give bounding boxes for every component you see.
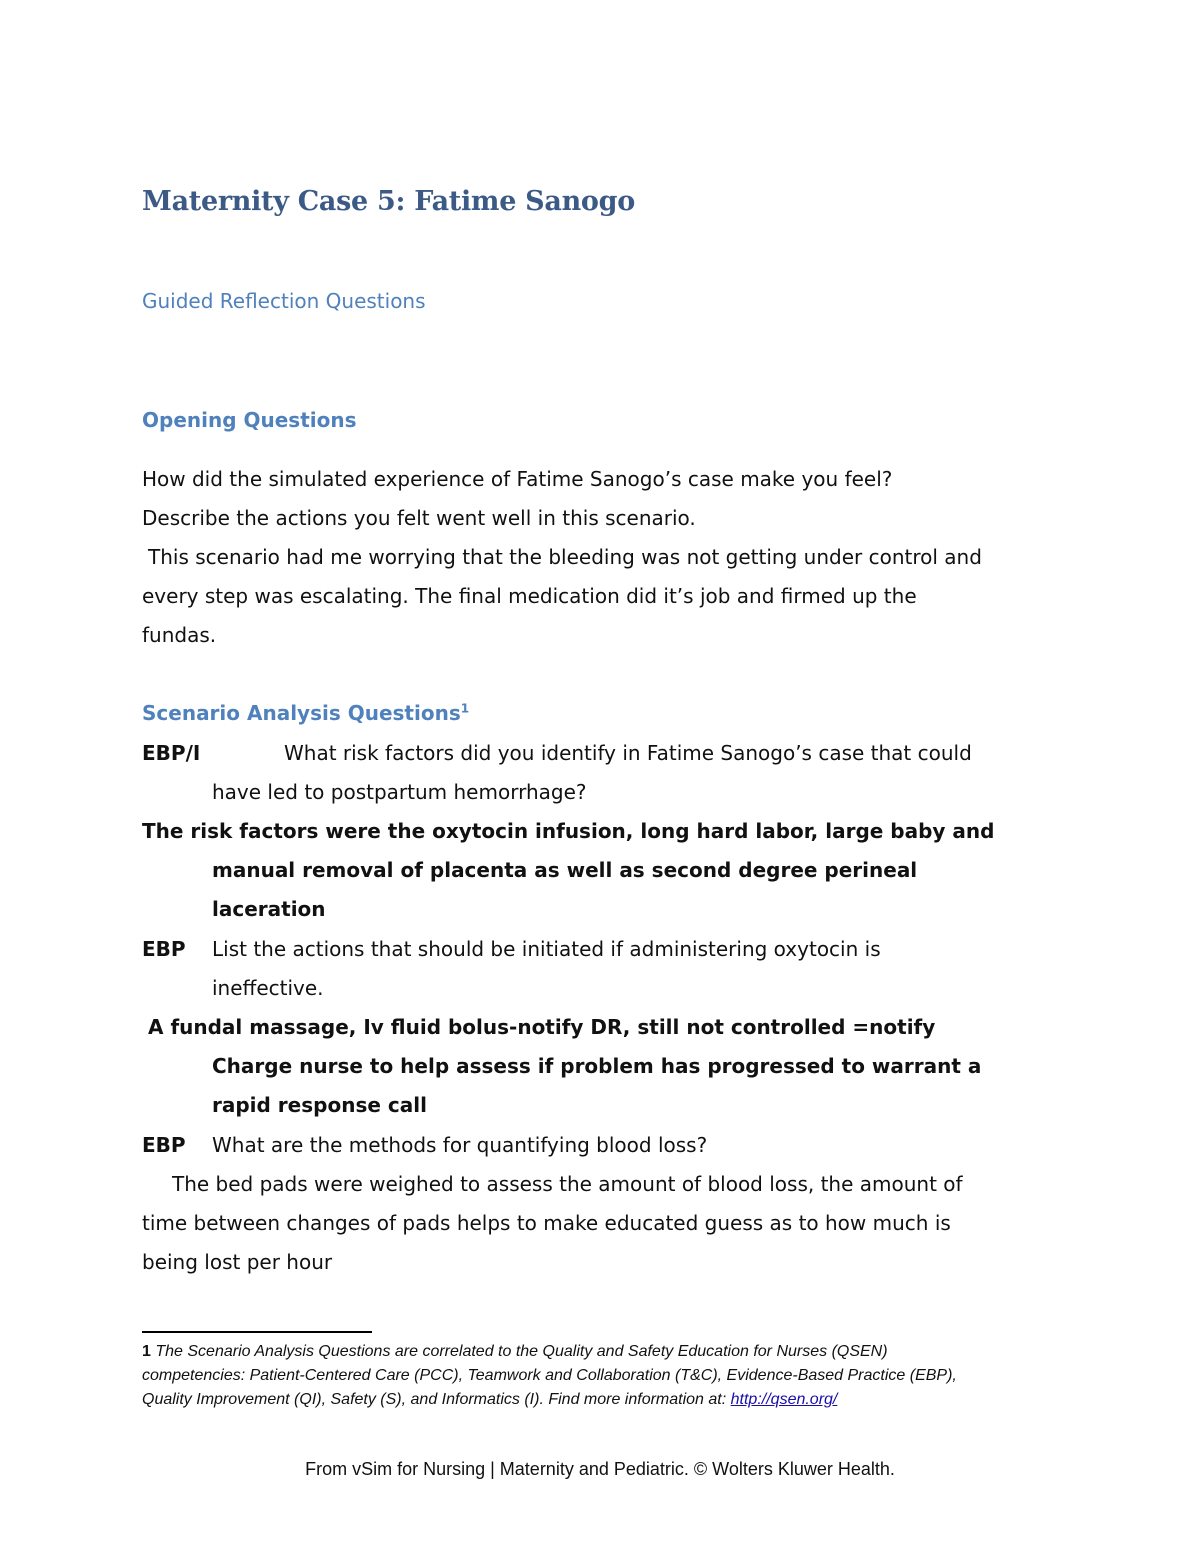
footnote-number: 1 [142,1343,151,1360]
footnote-reference: 1 [460,701,470,716]
footnote-separator [142,1331,372,1333]
footnote-text: The Scenario Analysis Questions are correlated to the Quality and Safety Education for Nurses (QSEN) [155,1343,888,1360]
answer-line: A fundal massage, Iv fluid bolus-notify DR, still not controlled =notify [148,1015,936,1039]
question-tag: EBP [142,1133,186,1157]
answer-line: rapid response call [212,1093,427,1117]
question-line: have led to postpartum hemorrhage? [212,780,587,804]
question-line: What are the methods for quantifying blood loss? [212,1133,708,1157]
question-line: What risk factors did you identify in Fatime Sanogo’s case that could [284,741,972,765]
footnote-line [142,1391,837,1409]
question-tag: EBP [142,937,186,961]
answer-line: time between changes of pads helps to make educated guess as to how much is [142,1211,951,1235]
answer-line: Charge nurse to help assess if problem has progressed to warrant a [212,1054,982,1078]
document-title: Maternity Case 5: Fatime Sanogo [142,186,635,217]
page-footer: From vSim for Nursing | Maternity and Pediatric. © Wolters Kluwer Health. [305,1459,895,1479]
question-line: ineffective. [212,976,324,1000]
opening-question-1: How did the simulated experience of Fatime Sanogo’s case make you feel? [142,467,893,491]
scenario-analysis-heading-text: Scenario Analysis Questions [142,701,461,725]
answer-line: The risk factors were the oxytocin infusion, long hard labor, large baby and [142,819,995,843]
answer-line: being lost per hour [142,1250,333,1274]
opening-answer-line: every step was escalating. The final medication did it’s job and firmed up the [142,584,917,608]
footnote-text: Quality Improvement (QI), Safety (S), and Informatics (I). Find more information at: [142,1391,731,1408]
answer-line: The bed pads were weighed to assess the amount of blood loss, the amount of [172,1172,963,1196]
question-tag: EBP/I [142,741,201,765]
opening-answer-line: This scenario had me worrying that the bleeding was not getting under control and [148,545,982,569]
footnote-line [142,1343,888,1361]
qsen-link[interactable]: http://qsen.org/ [730,1391,838,1408]
opening-answer-line: fundas. [142,623,217,647]
answer-line: laceration [212,897,326,921]
opening-question-2: Describe the actions you felt went well in this scenario. [142,506,696,530]
section-subtitle: Guided Reflection Questions [142,289,426,313]
opening-questions-heading: Opening Questions [142,408,357,432]
scenario-analysis-heading [142,701,469,725]
footnote-line: competencies: Patient-Centered Care (PCC), Teamwork and Collaboration (T&C), Evidence-Based Practice (EBP), [142,1367,957,1384]
answer-line: manual removal of placenta as well as second degree perineal [212,858,918,882]
question-line: List the actions that should be initiated if administering oxytocin is [212,937,881,961]
